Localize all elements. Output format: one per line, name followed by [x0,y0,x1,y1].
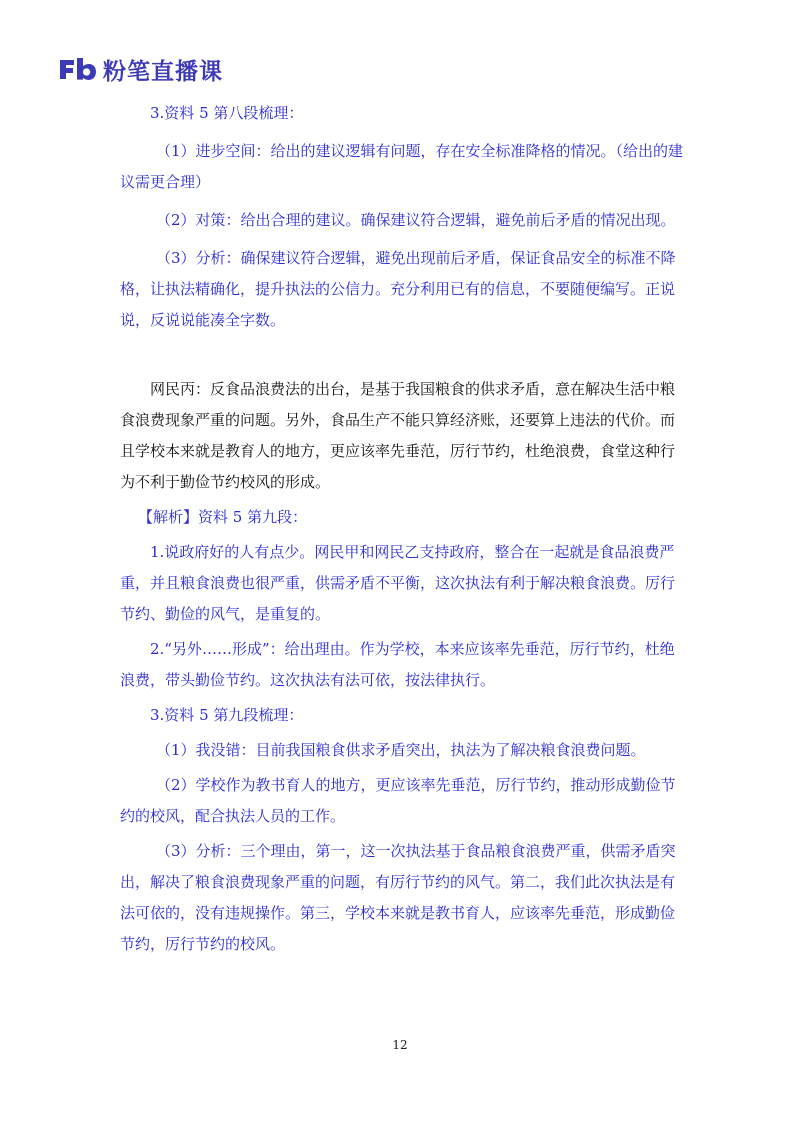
paragraph: （1）我没错：目前我国粮食供求矛盾突出，执法为了解决粮食浪费问题。 [156,741,646,759]
paragraph: （2）对策：给出合理的建议。确保建议符合逻辑，避免前后矛盾的情况出现。 [156,211,676,229]
paragraph: （1）进步空间：给出的建议逻辑有问题，存在安全标准降格的情况。（给出的建议需更合理） [120,142,684,191]
paragraph: （2）学校作为教书育人的地方，更应该率先垂范，厉行节约，推动形成勤俭节约的校风，配合执法人员的工作。 [120,776,676,825]
analysis-heading: 【解析】资料 5 第九段： [138,508,308,526]
paragraph: 3.资料 5 第九段梳理： [150,706,304,724]
quote-paragraph: 网民丙：反食品浪费法的出台，是基于我国粮食的供求矛盾，意在解决生活中粮食浪费现象严重的问题。另外，食品生产不能只算经济账，还要算上违法的代价。而且学校本来就是教育人的地方，更应该率先垂范，厉行节约，杜绝浪费，食堂这种行为不利于勤俭节约校风的形成。 [120,380,676,491]
paragraph: 1.说政府好的人有点少。网民甲和网民乙支持政府，整合在一起就是食品浪费严重，并且粮食浪费也很严重，供需矛盾不平衡，这次执法有利于解决粮食浪费。厉行节约、勤俭的风气，是重复的。 [120,543,676,623]
page-header [57,54,223,84]
page-number: 12 [392,1038,408,1052]
document-body [120,98,688,960]
paragraph: （3）分析：三个理由，第一，这一次执法基于食品粮食浪费严重，供需矛盾突出，解决了粮食浪费现象严重的问题，有厉行节约的风气。第二，我们此次执法是有法可依的，没有违规操作。第三，学校本来就是教书育人，应该率先垂范，形成勤俭节约，厉行节约的校风。 [120,842,676,953]
brand-name: 粉笔直播课 [103,58,223,85]
fb-logo-icon [57,56,97,82]
paragraph: 3.资料 5 第八段梳理： [150,104,304,122]
paragraph: 2.“另外……形成”：给出理由。作为学校，本来应该率先垂范，厉行节约，杜绝浪费，带头勤俭节约。这次执法有法可依，按法律执行。 [120,640,675,689]
paragraph: （3）分析：确保建议符合逻辑，避免出现前后矛盾，保证食品安全的标准不降格，让执法精确化，提升执法的公信力。充分利用已有的信息，不要随便编写。正说说，反说说能凑全字数。 [120,249,676,329]
